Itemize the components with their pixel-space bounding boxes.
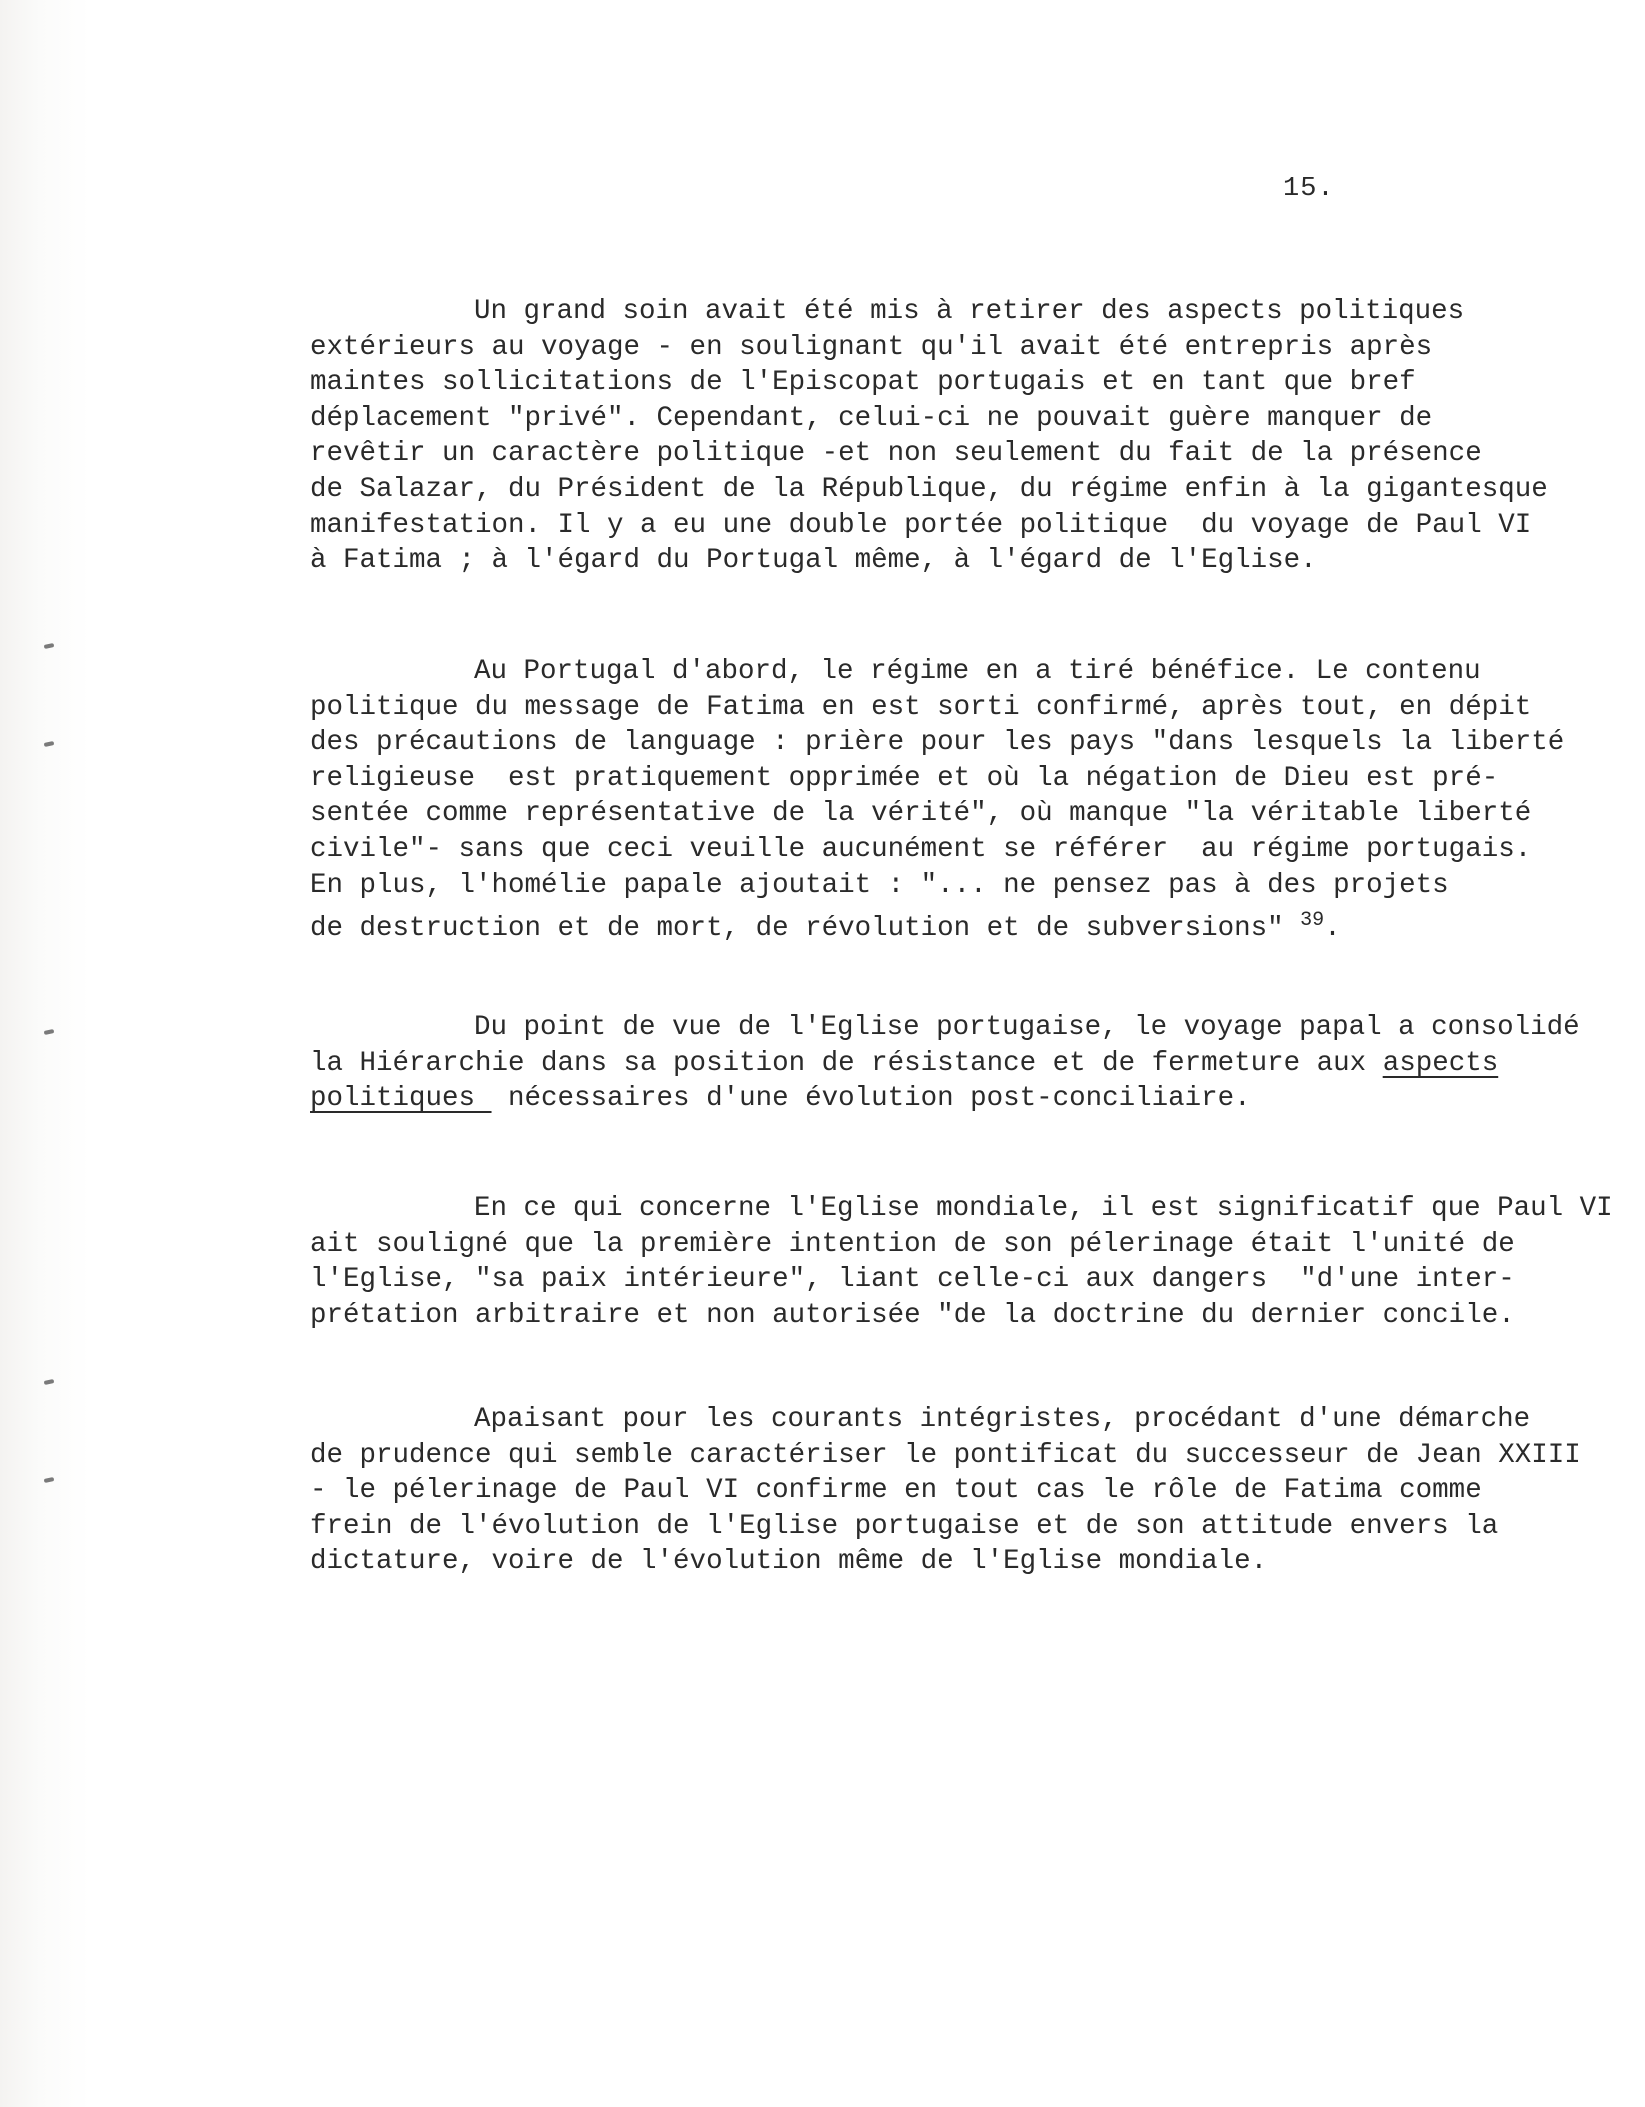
text-line <box>310 1046 1610 1082</box>
text-line <box>310 1081 1610 1117</box>
text-line: En plus, l'homélie papale ajoutait : "... ne pensez pas à des projets <box>310 869 1449 901</box>
text-line: à Fatima ; à l'égard du Portugal même, à l'égard de l'Eglise. <box>310 545 1317 577</box>
page-number: 15. <box>1283 174 1335 204</box>
paragraph-1 <box>310 294 1610 579</box>
text-line: religieuse est pratiquement opprimée et où la négation de Dieu est pré- <box>310 762 1499 794</box>
text-line: politique du message de Fatima en est sorti confirmé, après tout, en dépit <box>310 691 1532 723</box>
text-segment: la Hiérarchie dans sa position de résistance et de fermeture aux <box>310 1047 1383 1079</box>
margin-mark <box>44 741 55 747</box>
paragraph-3 <box>310 1010 1610 1117</box>
text-line: - le pélerinage de Paul VI confirme en tout cas le rôle de Fatima comme <box>310 1475 1482 1507</box>
text-line: Un grand soin avait été mis à retirer des aspects politiques <box>474 296 1465 327</box>
margin-mark <box>44 1029 55 1035</box>
text-segment: nécessaires d'une évolution post-conciliaire. <box>491 1083 1251 1115</box>
paragraph-5 <box>310 1402 1610 1580</box>
text-line: revêtir un caractère politique -et non seulement du fait de la présence <box>310 438 1482 470</box>
text-line: frein de l'évolution de l'Eglise portugaise et de son attitude envers la <box>310 1510 1499 1542</box>
text-line: manifestation. Il y a eu une double portée politique du voyage de Paul VI <box>310 509 1532 541</box>
text-line: prétation arbitraire et non autorisée "de la doctrine du dernier concile. <box>310 1299 1515 1331</box>
text-line: de prudence qui semble caractériser le pontificat du successeur de Jean XXIII <box>310 1439 1581 1471</box>
text-segment: de destruction et de mort, de révolution et de subversions" <box>310 913 1301 945</box>
text-line: extérieurs au voyage - en soulignant qu'il avait été entrepris après <box>310 331 1433 363</box>
text-line: Apaisant pour les courants intégristes, procédant d'une démarche <box>474 1404 1531 1435</box>
text-line: dictature, voire de l'évolution même de l'Eglise mondiale. <box>310 1546 1268 1578</box>
text-line: des précautions de language : prière pour les pays "dans lesquels la liberté <box>310 727 1565 759</box>
margin-mark <box>44 1379 55 1385</box>
margin-mark <box>44 1477 55 1483</box>
text-line: ait souligné que la première intention de son pélerinage était l'unité de <box>310 1228 1515 1260</box>
text-line: En ce qui concerne l'Eglise mondiale, il est significatif que Paul VI <box>474 1193 1613 1224</box>
text-line: maintes sollicitations de l'Episcopat portugais et en tant que bref <box>310 367 1416 399</box>
text-line: l'Eglise, "sa paix intérieure", liant celle-ci aux dangers "d'une inter- <box>310 1264 1515 1296</box>
text-line: sentée comme représentative de la vérité", où manque "la véritable liberté <box>310 798 1532 830</box>
paragraph-2 <box>310 654 1610 945</box>
text-line <box>310 903 1610 945</box>
text-line: Au Portugal d'abord, le régime en a tiré bénéfice. Le contenu <box>474 656 1481 687</box>
footnote-reference: 39 <box>1300 909 1325 933</box>
text-line: de Salazar, du Président de la République, du régime enfin à la gigantesque <box>310 473 1548 505</box>
text-segment: . <box>1324 913 1341 945</box>
margin-mark <box>44 643 55 649</box>
text-line: déplacement "privé". Cependant, celui-ci ne pouvait guère manquer de <box>310 402 1433 434</box>
underlined-text: aspects <box>1382 1047 1499 1079</box>
text-line: Du point de vue de l'Eglise portugaise, le voyage papal a consolidé <box>474 1012 1580 1043</box>
text-line: civile"- sans que ceci veuille aucunément se référer au régime portugais. <box>310 833 1532 865</box>
paragraph-4 <box>310 1191 1613 1333</box>
underlined-text: politiques <box>310 1083 492 1115</box>
